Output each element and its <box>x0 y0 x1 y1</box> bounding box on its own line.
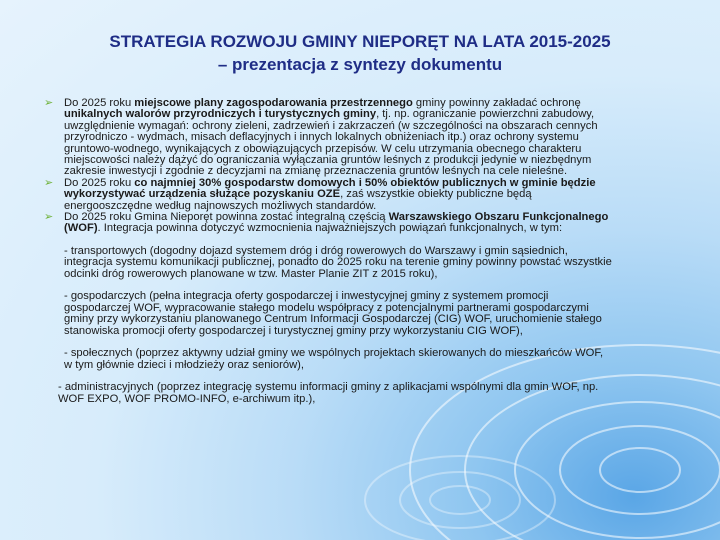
arrow-bullet-icon: ➢ <box>44 211 54 224</box>
bullet-text: Do 2025 roku <box>64 176 135 189</box>
arrow-bullet-icon: ➢ <box>44 176 54 189</box>
bullet-bold: Warszawskiego Obszaru Funkcjonalnego (WOF) <box>64 211 609 235</box>
bullet-local-plans <box>44 98 614 178</box>
title-line-2: – prezentacja z syntezy dokumentu <box>217 55 503 74</box>
title-line-1: STRATEGIA ROZWOJU GMINY NIEPORĘT NA LATA 2015-2025 <box>109 32 611 51</box>
subitem-administrative: - administracyjnych (poprzez integrację systemu informacji gminy z aplikacjami wspólnymi dla gmin WOF, np. WOF EXPO, WOF PROMO-INFO, e-archiwum itp.), <box>58 381 599 405</box>
subitem-transport: - transportowych (dogodny dojazd systemem dróg i dróg rowerowych do Warszawy i gmin sąsiednich, integracja systemu komunikacji publicznej, ponadto do 2025 roku na terenie gminy powinny powstać wszystkie odcinki dróg rowerowych planowane w tzw. Master Planie ZIT z 2015 roku), <box>64 245 612 280</box>
subitem-social: - społecznych (poprzez aktywny udział gminy we wspólnych projektach skierowanych do mieszkańców WOF, w tym głównie dzieci i młodzieży oraz seniorów), <box>64 347 604 371</box>
bullet-text: , tj. np. ograniczanie powierzchni zabudowy, uwzględnienie wymagań: ochrony zieleni, zadrzewień i zakrzaczeń (w szczególności na obszarach cennych przyrodniczo - wydmach, misach deflacyjnych i innych lokalnych obniżeniach itp.) oraz ochrony systemu gruntowo-wodnego, wynikających z obowiązujących przepisów. W celu utrzymania obecnego charakteru miejscowości należy dążyć do ograniczania wyłączania gruntów leśnych z produkcji jedynie w niezbędnym zakresie inwestycji i zgodnie z decyzjami na zmianę przeznaczenia gruntów leśnych na cele nieleśne. <box>64 108 598 178</box>
subitem-economic: - gospodarczych (pełna integracja oferty gospodarczej i inwestycyjnej gminy z systemem promocji gospodarczej WOF, wypracowanie stałego modelu współpracy z potencjalnymi partnerami gospodarczymi gminy przy wykorzystaniu planowanego Centrum Informacji Gospodarczej (CIG) WOF, uruchomienie stałego stanowiska promocji oferty gospodarczej i turystycznej gminy przy wykorzystaniu CIG WOF), <box>64 290 602 337</box>
bullet-oze <box>44 178 614 212</box>
bullet-text: , zaś wszystkie obiekty publiczne będą energooszczędne według najnowszych możliwych standardów. <box>64 188 532 212</box>
bullet-wof <box>44 212 614 235</box>
bullet-bold: unikalnych walorów przyrodniczych i turystycznych gminy <box>64 108 377 121</box>
content-body <box>44 98 614 416</box>
bullet-text: gminy powinny zakładać ochronę <box>412 97 581 109</box>
bullet-text: Do 2025 roku <box>64 97 135 109</box>
bullet-text: . Integracja powinna dotyczyć wzmocnienia najważniejszych powiązań funkcjonalnych, w tym: <box>97 222 563 235</box>
bullet-bold: miejscowe plany zagospodarowania przestrzennego <box>134 97 413 109</box>
bullet-bold: co najmniej 30% gospodarstw domowych i 50% obiektów publicznych w gminie będzie wykorzystywać urządzenia służące pozyskaniu OZE <box>64 176 596 201</box>
slide-title <box>0 30 720 76</box>
arrow-bullet-icon: ➢ <box>44 97 54 109</box>
bullet-text: Do 2025 roku Gmina Nieporęt powinna zostać integralną częścią <box>64 211 389 224</box>
